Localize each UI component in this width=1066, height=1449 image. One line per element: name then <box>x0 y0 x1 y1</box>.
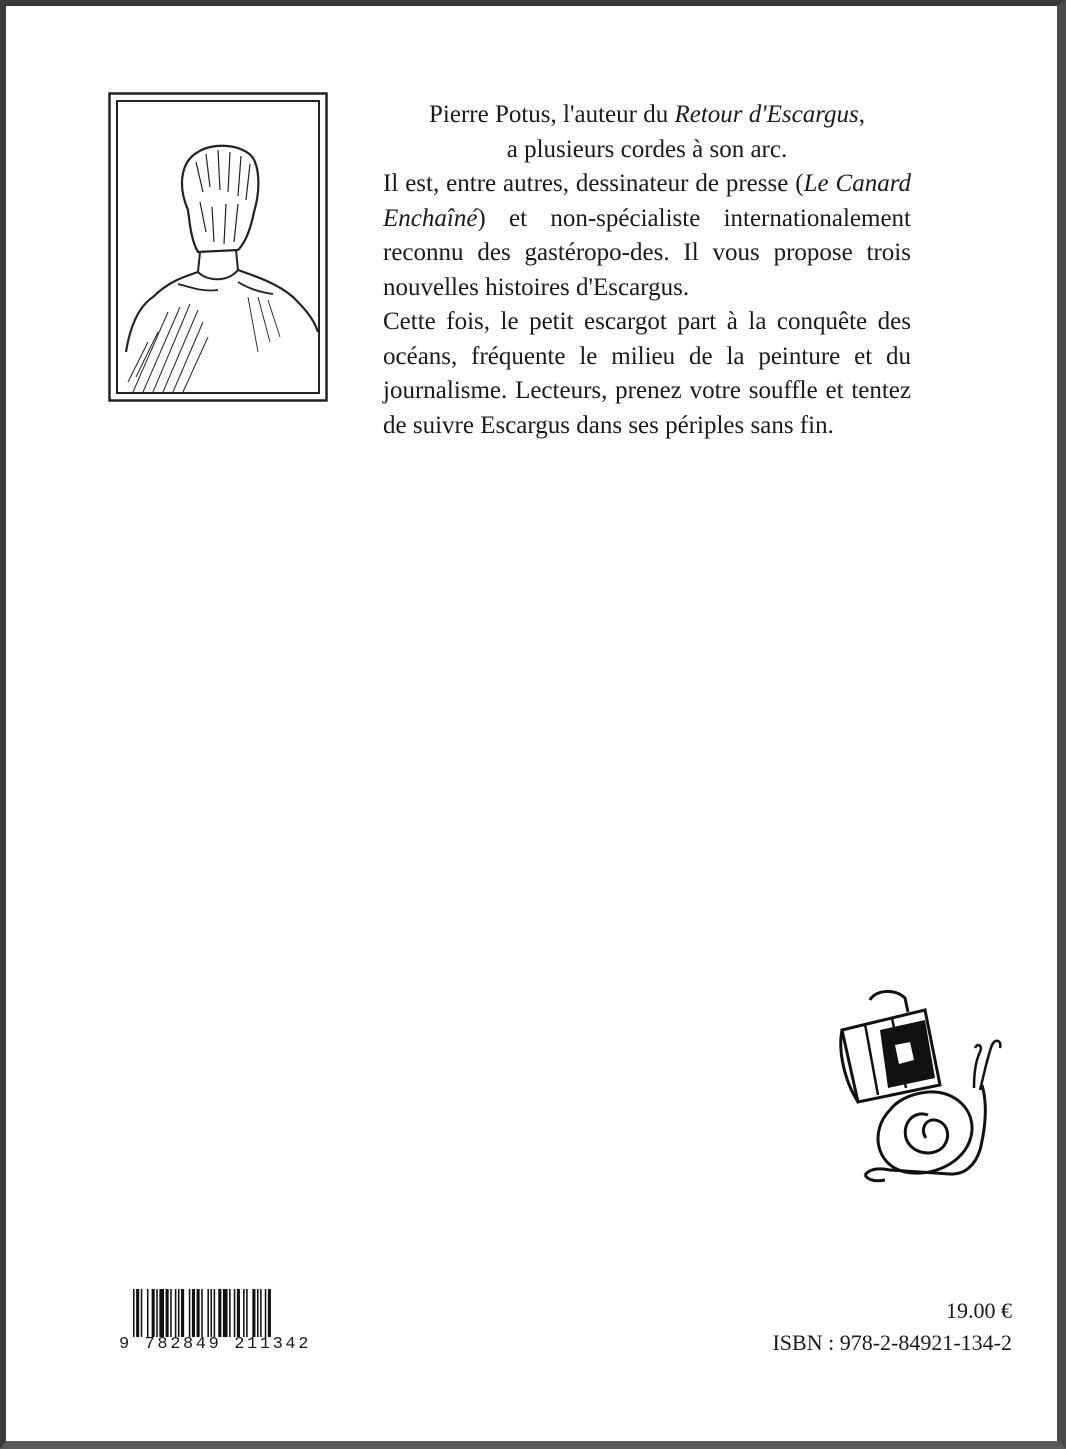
author-portrait-illustration <box>108 92 328 402</box>
barcode-bar <box>211 1289 213 1337</box>
barcode-bar <box>260 1289 262 1337</box>
snail-suitcase-illustration <box>830 990 1010 1185</box>
barcode-bar <box>181 1289 184 1337</box>
barcode-bar <box>175 1289 177 1337</box>
blurb-paragraph-2 <box>383 167 911 305</box>
blurb-text: , <box>858 101 865 128</box>
blurb-text: a plusieurs cordes à son arc. <box>506 135 788 163</box>
blurb-text: ) et non-spécialiste internationalement reconnu des gastéropo-des. Il vous propose trois nouvelles histoires d'Escargus. <box>383 204 911 301</box>
blurb-title-italic: Retour d'Escargus <box>674 101 859 128</box>
barcode-bar <box>246 1289 248 1337</box>
barcode-bar <box>141 1289 143 1337</box>
barcode-bars <box>133 1289 323 1337</box>
barcode-bar <box>252 1289 255 1337</box>
barcode-bar <box>201 1289 203 1337</box>
barcode-bar <box>133 1289 135 1337</box>
barcode-bar <box>207 1289 209 1337</box>
barcode-bar <box>166 1289 169 1337</box>
barcode-digits: 9 782849 211342 <box>119 1335 312 1354</box>
barcode-bar <box>192 1289 195 1337</box>
barcode-bar <box>234 1289 236 1337</box>
barcode-bar <box>197 1289 200 1337</box>
barcode-bar <box>223 1289 228 1337</box>
barcode-bar <box>189 1289 191 1337</box>
barcode-bar <box>257 1289 259 1337</box>
barcode-bar <box>214 1289 216 1337</box>
barcode-bar <box>152 1289 155 1337</box>
barcode-bar <box>237 1289 240 1337</box>
cover-blurb <box>383 98 911 443</box>
barcode-bar <box>178 1289 180 1337</box>
barcode-bar <box>268 1289 271 1337</box>
barcode-bar <box>136 1289 139 1337</box>
blurb-paragraph-1 <box>383 98 911 167</box>
barcode-bar <box>147 1289 149 1337</box>
blurb-text: Il est, entre autres, dessinateur de presse ( <box>383 170 804 197</box>
barcode-bar <box>265 1289 267 1337</box>
barcode <box>119 1289 323 1359</box>
blurb-newspaper-italic: Le Canard Enchaîné <box>383 170 912 232</box>
barcode-bar <box>159 1289 164 1337</box>
barcode-bar <box>243 1289 245 1337</box>
barcode-bar <box>170 1289 172 1337</box>
barcode-bar <box>229 1289 231 1337</box>
blurb-paragraph-3: Cette fois, le petit escargot part à la conquête des océans, fréquente le milieu de la peinture et du journalisme. Lecteurs, prenez votre souffle et tentez de suivre Escargus dans ses périples sans fin. <box>383 308 911 439</box>
barcode-bar <box>156 1289 158 1337</box>
blurb-text: Pierre Potus, l'auteur du <box>429 101 675 128</box>
isbn: ISBN : 978-2-84921-134-2 <box>772 1330 1012 1355</box>
price: 19.00 € <box>946 1298 1012 1323</box>
barcode-bar <box>218 1289 221 1337</box>
